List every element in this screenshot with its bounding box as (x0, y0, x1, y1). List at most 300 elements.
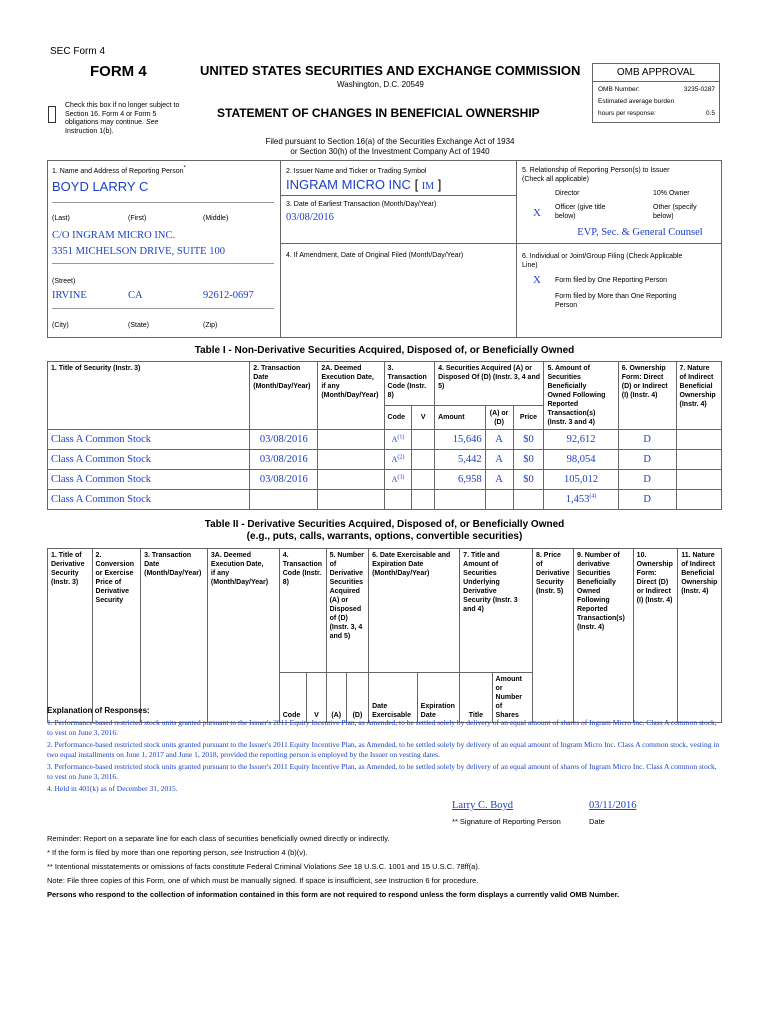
t2-col-exercisable (369, 549, 460, 673)
t2-h11-line: of Indirect (681, 561, 716, 568)
footer-text: * If the form is filed by more than one reporting person, (47, 848, 229, 857)
t1-h5-line: Securities (547, 374, 581, 381)
t1-nature (676, 450, 721, 470)
t1-h6-line: 6. Ownership (621, 365, 666, 372)
checkbox-text: obligations may continue. (65, 119, 144, 127)
t1-sub-v: V (412, 406, 435, 430)
t2-col-date (141, 549, 208, 723)
t1-price: $0 (513, 450, 544, 470)
ten-percent-owner-option[interactable]: 10% Owner (653, 190, 690, 197)
t1-code (384, 470, 412, 490)
issuer-label: 2. Issuer Name and Ticker or Trading Symbol (286, 168, 427, 175)
one-person-check-mark[interactable]: X (533, 274, 541, 286)
t1-ad (485, 490, 513, 510)
t1-h7-line: Beneficial (679, 383, 713, 390)
t1-code (384, 430, 412, 450)
table-2-title (47, 519, 722, 543)
t1-h7-line: (Instr. 4) (679, 401, 707, 408)
t2-sub-amount-line: or (495, 685, 503, 692)
t2-h5-line: 5. Number (329, 552, 364, 559)
sec-form-label: SEC Form 4 (50, 46, 106, 57)
footer-text: Instruction 6 for procedure. (388, 876, 479, 885)
t2-h3a-line: (Month/Day/Year) (210, 579, 269, 586)
t2-col-conversion (92, 549, 141, 723)
table-1-non-derivative (47, 361, 722, 510)
t1-h6-line: (D) or Indirect (621, 383, 668, 390)
name-underline (52, 202, 274, 203)
officer-check-mark[interactable]: X (533, 207, 541, 219)
reporting-person-star: * (183, 165, 186, 172)
grid-divider (516, 160, 517, 338)
t2-sub-v: V (307, 673, 326, 723)
footer-text-see: see (230, 848, 243, 857)
footnote-3: 3. Performance-based restricted stock units granted pursuant to the Issuer's 2011 Equity Incentive Plan, as Amended, to be settled solely by delivery of an equal amount of shares of Ingram Micro Inc. Class A common stock, to vest on June 3, 2016. (47, 762, 717, 781)
t2-col-price (533, 549, 574, 723)
omb-hours-value: 0.5 (705, 110, 715, 117)
t1-code-value: A (391, 435, 398, 444)
t1-h3-line: Transaction (387, 374, 427, 381)
t2-col-form (633, 549, 678, 723)
filed-pursuant-text (240, 137, 540, 157)
t2-col-title (48, 549, 93, 723)
amendment-label: 4. If Amendment, Date of Original Filed (Month/Day/Year) (286, 252, 464, 259)
t1-nature (676, 470, 721, 490)
t1-owned-value: 1,453 (565, 494, 590, 505)
t2-h7-line: 7. Title and (463, 552, 500, 559)
t1-amount: 15,646 (435, 430, 486, 450)
t1-h6-line: Form: Direct (621, 374, 664, 381)
t1-owned (544, 450, 618, 470)
t2-h10-line: (I) (Instr. 4) (636, 597, 673, 604)
t1-ownership-form: D (618, 470, 676, 490)
t1-deemed-date (318, 490, 384, 510)
t2-sub-date-ex-line: Date (372, 703, 388, 710)
state-label: (State) (128, 322, 150, 329)
commission-location: Washington, D.C. 20549 (337, 80, 424, 89)
t2-h9-line: Owned (576, 588, 601, 595)
omb-number-label: OMB Number: (598, 86, 640, 93)
filed-line: or Section 30(h) of the Investment Company Act of 1940 (290, 147, 490, 156)
omb-hours-label: hours per response: (598, 110, 656, 117)
t2-sub-exp-line: Expiration (420, 703, 455, 710)
t1-owned-value: 105,012 (564, 474, 599, 485)
t2-h3-line: (Month/Day/Year) (144, 570, 202, 577)
t2-h6-line: (Month/Day/Year) (372, 570, 430, 577)
earliest-transaction-label: 3. Date of Earliest Transaction (Month/Day/Year) (286, 201, 437, 208)
footer-text-see: See (338, 862, 352, 871)
one-person-option[interactable]: Form filed by One Reporting Person (555, 277, 668, 284)
t2-h3-line: 3. Transaction (144, 552, 192, 559)
footer-text-see: see (374, 876, 387, 885)
t1-h2-line: 2. Transaction (253, 365, 301, 372)
t1-amount (435, 490, 486, 510)
t1-owned (544, 430, 618, 450)
t2-col-owned (573, 549, 633, 723)
t2-h9-line: Transaction(s) (576, 615, 625, 622)
t1-h5-line: Owned Following (547, 392, 606, 399)
t1-h2-line: (Month/Day/Year) (253, 383, 311, 390)
relationship-label-line: (Check all applicable) (522, 176, 589, 183)
t2-h11-line: Ownership (681, 579, 718, 586)
t2-h5-line: Securities (329, 579, 364, 586)
t2-h8-line: (Instr. 5) (536, 588, 564, 595)
t1-h3-line: Code (Instr. (387, 383, 427, 390)
officer-option-line: Officer (give title (555, 204, 606, 211)
t1-transaction-date (250, 490, 318, 510)
address-line-2: 3351 MICHELSON DRIVE, SUITE 100 (52, 246, 225, 257)
issuer-name: INGRAM MICRO INC (286, 177, 411, 192)
multiple-persons-note (47, 846, 722, 860)
t1-v (412, 430, 435, 450)
t2-col-underlying (460, 549, 533, 673)
footnote-4: 4. Held in 401(k) as of December 31, 2015. (47, 784, 178, 793)
checkbox-text-line: Check this box if no longer subject to (65, 102, 180, 109)
signature-name: Larry C. Boyd (452, 800, 513, 811)
t1-owned-value: 98,054 (566, 454, 596, 465)
reporting-person-label-text: 1. Name and Address of Reporting Person (52, 168, 184, 175)
t1-code-footnote: (3) (397, 474, 405, 481)
t1-transaction-date: 03/08/2016 (250, 450, 318, 470)
reporting-person-name: BOYD LARRY C (52, 179, 149, 194)
t2-h4-line: Code (Instr. (282, 570, 322, 577)
t2-h9-line: Reported (576, 606, 608, 613)
statement-title: STATEMENT OF CHANGES IN BENEFICIAL OWNERSHIP (217, 106, 540, 120)
t1-owned-value: 92,612 (566, 434, 596, 445)
table-2-header-row (48, 549, 722, 673)
t1-h1: 1. Title of Security (Instr. 3) (51, 365, 141, 372)
t2-sub-amount-line: of (495, 703, 503, 710)
no-longer-subject-checkbox[interactable] (48, 106, 56, 123)
t1-price: $0 (513, 430, 544, 450)
footer-text: Note: File three copies of this Form, one of which must be manually signed. If space is insufficient, (47, 876, 373, 885)
checkbox-text-line: Section 16. Form 4 or Form 5 (65, 110, 157, 118)
signature-label: ** Signature of Reporting Person (452, 817, 561, 826)
director-option[interactable]: Director (555, 190, 580, 197)
t2-h3-line: Date (144, 561, 160, 568)
t2-h7-line: and 4) (463, 606, 484, 613)
t2-h8-line: 8. Price (536, 552, 561, 559)
t2-h1-line: Derivative (51, 561, 85, 568)
table-row (48, 470, 722, 490)
t2-sub-amount-line: Number (495, 694, 522, 701)
t2-h2-line: or Exercise (95, 570, 134, 577)
t2-h9-line: Following (576, 597, 610, 604)
t1-owned (544, 490, 618, 510)
t1-h2a-line: 2A. Deemed (321, 365, 362, 372)
t2-h3a-line: if any (210, 570, 230, 577)
relationship-label (522, 166, 669, 184)
first-name-label: (First) (128, 215, 147, 222)
t1-code-value: A (391, 455, 398, 464)
t1-amount: 6,958 (435, 470, 486, 490)
t2-col-number (326, 549, 369, 673)
street-label: (Street) (52, 278, 76, 285)
t1-h2-line: Date (253, 374, 269, 381)
t1-security-title: Class A Common Stock (48, 490, 250, 510)
filed-line: Filed pursuant to Section 16(a) of the Securities Exchange Act of 1934 (265, 137, 515, 146)
t2-h7-line: Amount of (463, 561, 499, 568)
t2-col-nature (678, 549, 722, 723)
file-copies-note (47, 874, 722, 888)
ticker-bracket-close: ] (437, 177, 442, 192)
t1-ad: A (485, 430, 513, 450)
t2-sub-a: (A) (326, 673, 346, 723)
t1-ownership-form: D (618, 450, 676, 470)
t2-h3a-line: Execution Date, (210, 561, 264, 568)
t2-sub-date-ex-line: Exercisable (372, 712, 412, 719)
t1-h4-line: 4. Securities Acquired (A) or (438, 365, 532, 372)
t1-price (513, 490, 544, 510)
t1-v (412, 450, 435, 470)
t1-code (384, 490, 412, 510)
t1-sub-ad (485, 406, 513, 430)
footnote-1: 1. Performance-based restricted stock units granted pursuant to the Issuer's 2011 Equity Incentive Plan, as Amended, to be settled solely by delivery of an equal amount of shares of Ingram Micro Inc. Class A common stock, to vest on June 3, 2016. (47, 718, 717, 737)
checkbox-text-see: See (145, 119, 159, 127)
more-persons-option[interactable] (555, 292, 676, 310)
t1-v (412, 490, 435, 510)
t2-h9-line: (Instr. 4) (576, 624, 605, 631)
t1-nature (676, 430, 721, 450)
criminal-violations-note (47, 860, 722, 874)
ticker-bracket-open: [ (414, 177, 419, 192)
signature-date-label: Date (589, 817, 605, 826)
t2-sub-code: Code (279, 673, 307, 723)
t1-security-title: Class A Common Stock (48, 430, 250, 450)
t1-h4-line: 5) (438, 383, 445, 390)
t2-h5-line: Derivative (329, 570, 364, 577)
t1-ownership-form: D (618, 490, 676, 510)
officer-option[interactable] (555, 203, 605, 221)
t1-h7-line: 7. Nature (679, 365, 710, 372)
t2-h9-line: Beneficially (576, 579, 616, 586)
t1-h5-line: Transaction(s) (547, 410, 596, 417)
t1-transaction-date: 03/08/2016 (250, 430, 318, 450)
officer-title: EVP, Sec. & General Counsel (577, 227, 703, 238)
t1-h6-line: (I) (Instr. 4) (621, 392, 658, 399)
t2-h5-line: Acquired (329, 588, 360, 595)
t1-col-code (384, 362, 435, 406)
t2-h9-line: Securities (576, 570, 611, 577)
t1-col-owned (544, 362, 618, 430)
t2-h9-line: derivative (576, 561, 610, 568)
ticker-symbol: IM (421, 181, 435, 192)
t2-h7-line: Securities (463, 570, 497, 577)
t2-sub-title: Title (460, 673, 492, 723)
t2-col-code (279, 549, 326, 673)
t2-h2-line: Derivative (95, 588, 129, 595)
omb-persons-note: Persons who respond to the collection of information contained in this form are not required to respond unless the form displays a currently valid OMB Number. (47, 890, 620, 899)
t1-ad: A (485, 450, 513, 470)
footer-text: Instruction 4 (b)(v). (244, 848, 308, 857)
t2-sub-date-exercisable (369, 673, 418, 723)
table-row (48, 450, 722, 470)
t1-sub-ad-line: (A) or (489, 409, 509, 417)
middle-name-label: (Middle) (203, 215, 229, 222)
address-underline (52, 263, 274, 264)
t2-h5-line: (A) or (329, 597, 349, 604)
t1-deemed-date (318, 430, 384, 450)
signature-date: 03/11/2016 (589, 800, 637, 811)
table-row (48, 490, 722, 510)
grid-divider (280, 160, 281, 338)
t2-h10-line: Ownership (636, 561, 673, 568)
table-2-derivative (47, 548, 722, 723)
city-value: IRVINE (52, 290, 87, 301)
t2-h9-line: 9. Number of (576, 552, 620, 559)
grid-divider (280, 243, 722, 244)
city-underline (52, 308, 274, 309)
t2-col-deemed (207, 549, 279, 723)
footnote-2: 2. Performance-based restricted stock units granted pursuant to the Issuer's 2011 Equity Incentive Plan, as Amended, to be settled solely by delivery of an equal amount of Ingram Micro Inc. Class A common stock, vesting in two equal installments on June 1, 2017 and June 1, 2018, provided the reporting person is employed by the Issuer on vesting dates. (47, 740, 720, 759)
explanation-notes (47, 718, 722, 794)
t1-col-acquired (435, 362, 544, 406)
filing-type-label-line: 6. Individual or Joint/Group Filing (Check Applicable (522, 253, 683, 260)
t2-h7-line: Underlying (463, 579, 500, 586)
footer-notes (47, 832, 722, 902)
zip-value: 92612-0697 (203, 290, 254, 301)
omb-number-value: 3235-0287 (683, 86, 715, 93)
officer-option-line: below) (555, 213, 576, 220)
t2-h5-line: of (D) (329, 615, 348, 622)
t1-code-footnote: (1) (397, 434, 405, 441)
t1-ownership-form: D (618, 430, 676, 450)
t2-h11-line: (Instr. 4) (681, 588, 709, 595)
t2-sub-amount-line: Shares (495, 712, 519, 719)
t1-h2a-line: (Month/Day/Year) (321, 392, 379, 399)
t1-transaction-date: 03/08/2016 (250, 470, 318, 490)
t2-sub-expiration (417, 673, 460, 723)
t1-code-value: A (391, 475, 398, 484)
t2-h11-line: 11. Nature (681, 552, 715, 559)
t1-h5-line: Reported (547, 401, 579, 408)
city-label: (City) (52, 322, 69, 329)
table-2-title-line: Table II - Derivative Securities Acquired, Disposed of, or Beneficially Owned (204, 519, 565, 530)
t1-h3-line: 8) (387, 392, 394, 399)
issuer-name-ticker (286, 177, 441, 192)
checkbox-text-line: Instruction 1(b). (65, 127, 114, 135)
more-persons-line: Form filed by More than One Reporting (555, 293, 677, 300)
form-title: FORM 4 (90, 63, 147, 80)
t2-h11-line: Beneficial (681, 570, 715, 577)
t1-col-nature (676, 362, 721, 430)
filing-type-label (522, 252, 682, 270)
grid-divider (280, 195, 516, 196)
table-2-title-line: (e.g., puts, calls, warrants, options, convertible securities) (246, 531, 523, 542)
t1-nature (676, 490, 721, 510)
t1-amount: 5,442 (435, 450, 486, 470)
t1-deemed-date (318, 450, 384, 470)
table-row (48, 430, 722, 450)
t2-h7-line: Derivative (463, 588, 497, 595)
t1-h7-line: Ownership (679, 392, 716, 399)
t1-h2a-line: if any (321, 383, 340, 390)
t1-col-title (48, 362, 250, 430)
t2-sub-d: (D) (346, 673, 368, 723)
t2-h1-line: Security (51, 570, 79, 577)
t1-h3-line: 3. (387, 365, 394, 372)
other-option[interactable] (653, 203, 697, 221)
t1-owned (544, 470, 618, 490)
t2-h2-line: Conversion (95, 561, 135, 568)
t1-col-date (250, 362, 318, 430)
t1-h5-line: 5. Amount of (547, 365, 590, 372)
reminder-text: Reminder: Report on a separate line for each class of securities beneficially owned directly or indirectly. (47, 834, 390, 843)
address-line-1: C/O INGRAM MICRO INC. (52, 230, 176, 241)
explanation-heading: Explanation of Responses: (47, 706, 150, 715)
t1-price: $0 (513, 470, 544, 490)
t2-h2-line: Price of (95, 579, 122, 586)
t2-h1-line: (Instr. 3) (51, 579, 79, 586)
t2-h8-line: Derivative (536, 570, 570, 577)
t2-h6-line: 6. Date Exercisable and (372, 552, 451, 559)
t2-h10-line: 10. (636, 552, 647, 559)
state-value: CA (128, 290, 143, 301)
t1-h2a-line: Execution Date, (321, 374, 374, 381)
t2-sub-amount-line: Amount (495, 676, 522, 683)
filing-type-label-line: Line) (522, 262, 538, 269)
t1-col-deemed (318, 362, 384, 430)
table-1-title: Table I - Non-Derivative Securities Acquired, Disposed of, or Beneficially Owned (194, 345, 575, 356)
t2-h3a-line: 3A. Deemed (210, 552, 251, 559)
footer-text: 18 U.S.C. 1001 and 15 U.S.C. 78ff(a). (353, 862, 480, 871)
t1-ad: A (485, 470, 513, 490)
t1-h5-line: Beneficially (547, 383, 587, 390)
omb-burden-label: Estimated average burden (598, 98, 675, 105)
t2-h10-line: Direct (D) (636, 579, 669, 586)
t1-sub-code: Code (384, 406, 412, 430)
omb-title: OMB APPROVAL (616, 67, 696, 78)
t2-h2-line: Security (95, 597, 124, 604)
t2-h5-line: (Instr. 3, 4 (329, 624, 363, 631)
earliest-transaction-date: 03/08/2016 (286, 212, 334, 223)
t2-h5-line: of (329, 561, 337, 568)
t2-h1-line: 1. Title of (51, 552, 82, 559)
t2-h10-line: or Indirect (636, 588, 671, 595)
t2-h7-line: Security (Instr. 3 (463, 597, 518, 604)
last-name-label: (Last) (52, 215, 70, 222)
t2-h4-line: 4. (282, 552, 289, 559)
relationship-label-line: 5. Relationship of Reporting Person(s) to Issuer (522, 167, 670, 174)
t1-v (412, 470, 435, 490)
other-option-line: Other (specify (653, 204, 697, 211)
t2-h2-line: 2. (95, 552, 102, 559)
t1-security-title: Class A Common Stock (48, 470, 250, 490)
t1-security-title: Class A Common Stock (48, 450, 250, 470)
t2-h6-line: Expiration Date (372, 561, 424, 568)
t2-h4-line: 8) (282, 579, 289, 586)
omb-divider (592, 81, 720, 82)
footer-text: ** Intentional misstatements or omissions of facts constitute Federal Criminal Violations (47, 862, 337, 871)
more-persons-line: Person (555, 302, 578, 309)
t1-deemed-date (318, 470, 384, 490)
t2-sub-amount (492, 673, 532, 723)
t2-h4-line: Transaction (282, 561, 323, 568)
other-option-line: below) (653, 213, 674, 220)
table-1-header-row (48, 362, 722, 406)
t1-h5-line: (Instr. 3 and 4) (547, 419, 595, 426)
commission-title: UNITED STATES SECURITIES AND EXCHANGE COMMISSION (200, 63, 581, 78)
t1-h7-line: of Indirect (679, 374, 714, 381)
t2-h8-line: of (536, 561, 543, 568)
t1-h4-line: Disposed Of (D) (Instr. 3, 4 and (438, 374, 540, 381)
t1-col-form (618, 362, 676, 430)
t1-sub-ad-line: (D) (494, 418, 504, 426)
t2-h10-line: Form: (636, 570, 657, 577)
t1-code-footnote: (2) (397, 454, 405, 461)
t1-code (384, 450, 412, 470)
checkbox-text-line (65, 119, 179, 128)
t1-owned-footnote: (4) (589, 493, 597, 500)
